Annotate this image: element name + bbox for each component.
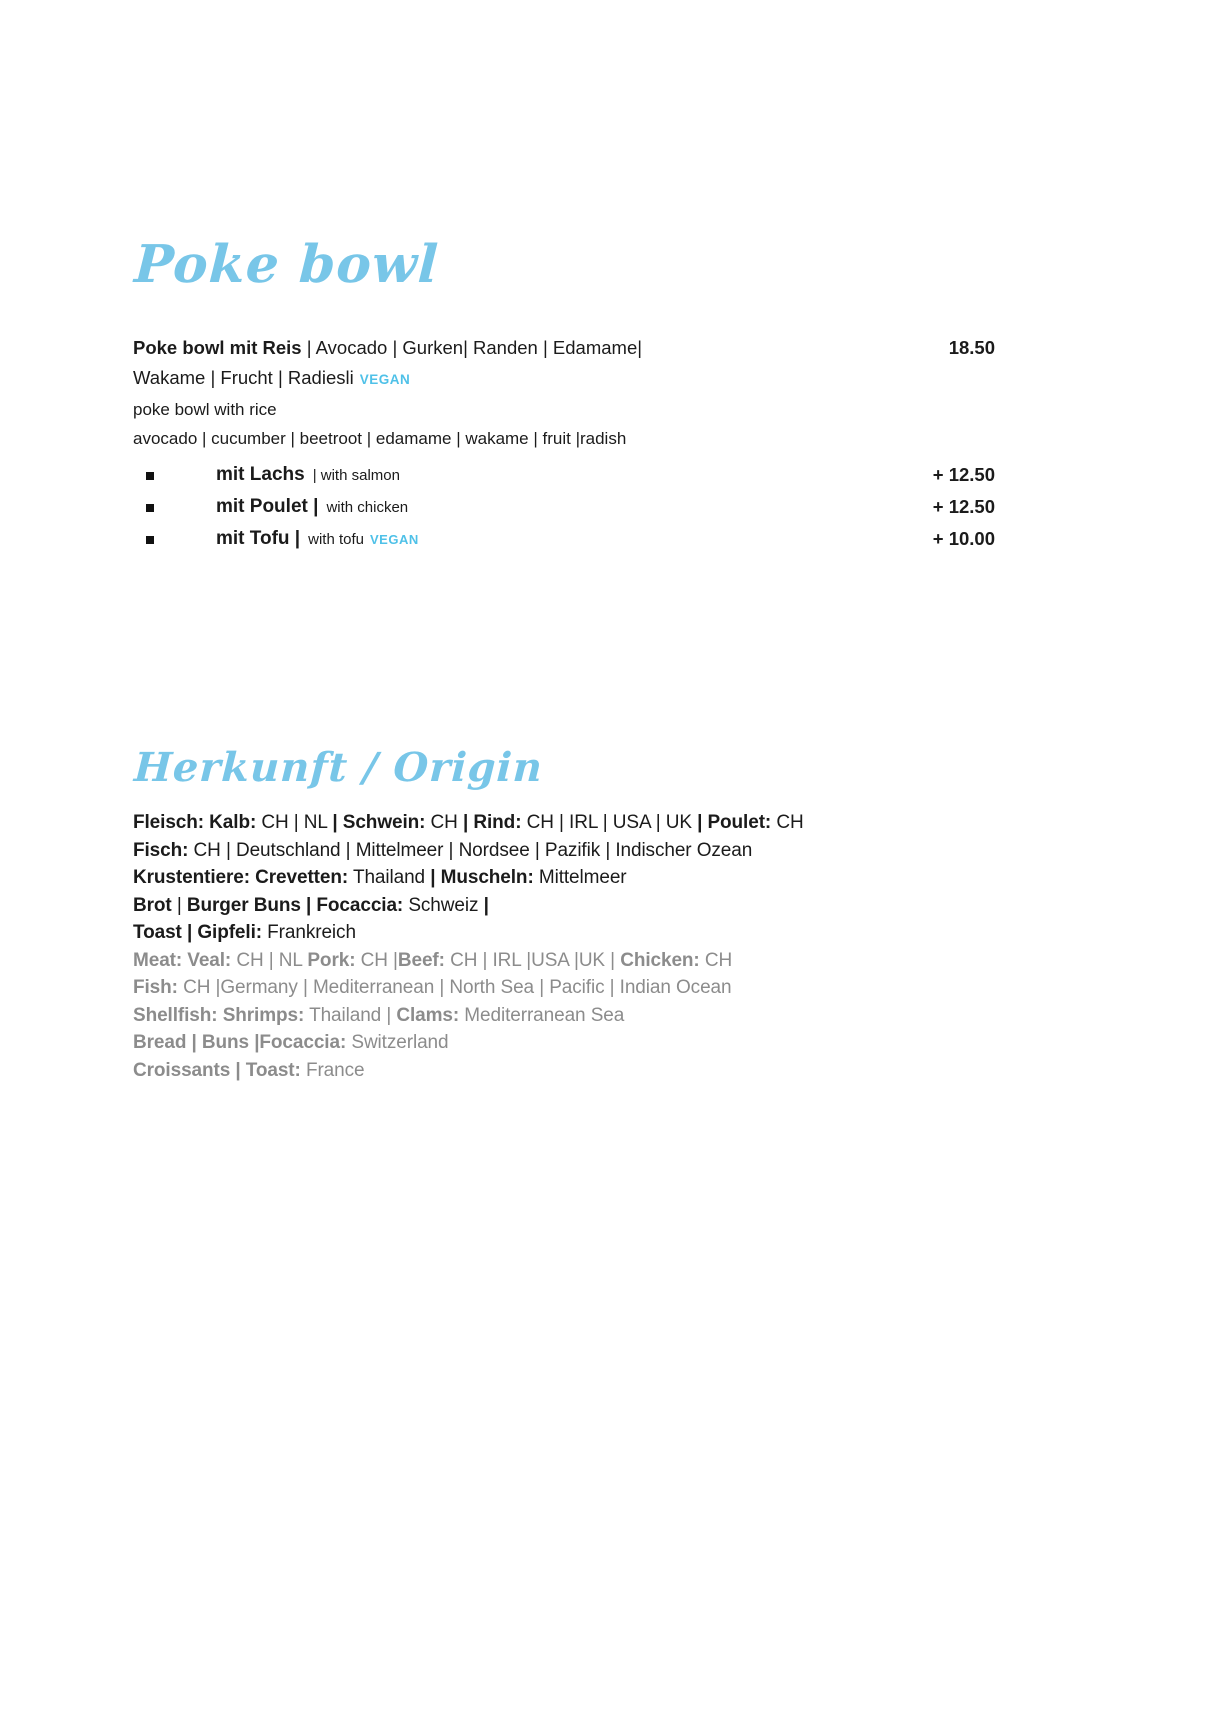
- vegan-badge: VEGAN: [369, 532, 419, 547]
- origin-line: Brot | Burger Buns | Focaccia: Schweiz |: [133, 894, 489, 916]
- addon-desc: with tofu: [308, 531, 364, 548]
- vegan-badge: VEGAN: [359, 372, 411, 387]
- square-bullet-icon: [146, 504, 154, 512]
- origin-line: Shellfish: Shrimps: Thailand | Clams: Mediterranean Sea: [133, 1004, 625, 1026]
- addon-list: [133, 459, 995, 555]
- addon-price: + 12.50: [932, 496, 995, 517]
- origin-line: Meat: Veal: CH | NL Pork: CH |Beef: CH | IRL |USA |UK | Chicken: CH: [133, 949, 733, 971]
- origin-line: Krustentiere: Crevetten: Thailand | Muscheln: Mittelmeer: [133, 867, 627, 888]
- poke-item-ingredients-en: avocado | cucumber | beetroot | edamame | wakame | fruit |radish: [133, 429, 627, 448]
- poke-item-ingredients-de: | Avocado | Gurken| Randen | Edamame|: [301, 337, 643, 358]
- origin-line: Fleisch: Kalb: CH | NL | Schwein: CH | Rind: CH | IRL | USA | UK | Poulet: CH: [133, 812, 804, 833]
- origin-section-heading: Herkunft / Origin: [132, 744, 545, 791]
- poke-item-title: Poke bowl mit Reis: [133, 337, 302, 358]
- addon-desc: with chicken: [326, 499, 409, 516]
- poke-item-ingredients-de-2: Wakame | Frucht | Radiesli: [133, 367, 354, 388]
- poke-bowl-menu-item: [133, 333, 995, 555]
- origin-declaration-block: [133, 809, 1033, 1084]
- poke-item-price: 18.50: [948, 337, 995, 358]
- addon-name: mit Poulet |: [216, 496, 319, 517]
- addon-price: + 12.50: [932, 464, 995, 485]
- square-bullet-icon: [146, 536, 154, 544]
- origin-line: Fisch: CH | Deutschland | Mittelmeer | Nordsee | Pazifik | Indischer Ozean: [133, 839, 753, 861]
- origin-line: Toast | Gipfeli: Frankreich: [133, 922, 356, 943]
- addon-row-tofu: [133, 523, 995, 555]
- poke-item-title-line: [133, 333, 995, 363]
- addon-row-chicken: [133, 491, 995, 523]
- addon-row-salmon: [133, 459, 995, 491]
- poke-item-title-line2: [133, 363, 995, 395]
- addon-name: mit Tofu |: [216, 528, 301, 549]
- addon-desc: | with salmon: [312, 467, 400, 484]
- square-bullet-icon: [146, 472, 154, 480]
- origin-line: Fish: CH |Germany | Mediterranean | North Sea | Pacific | Indian Ocean: [133, 977, 732, 998]
- addon-name: mit Lachs: [216, 464, 305, 485]
- origin-line: Croissants | Toast: France: [133, 1059, 365, 1081]
- origin-line: Bread | Buns |Focaccia: Switzerland: [133, 1032, 449, 1053]
- addon-price: + 10.00: [932, 528, 995, 549]
- poke-item-translation-en: poke bowl with rice: [133, 400, 277, 419]
- poke-bowl-section-heading: Poke bowl: [132, 234, 441, 295]
